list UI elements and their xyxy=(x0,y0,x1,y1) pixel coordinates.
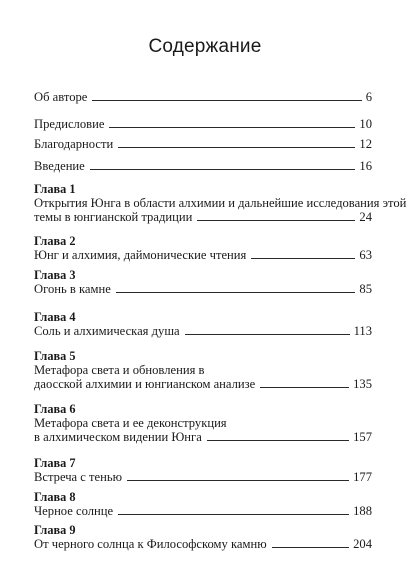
leader-line xyxy=(118,514,349,515)
page-number: 177 xyxy=(353,470,372,484)
entry-title: Об авторе xyxy=(34,90,88,104)
chapter-label: Глава 4 xyxy=(34,310,76,324)
toc-chapter-entry xyxy=(34,349,372,391)
leader-line xyxy=(251,258,355,259)
page-number: 12 xyxy=(359,137,372,151)
entry-title: От черного солнца к Философскому камню xyxy=(34,537,267,551)
leader-line xyxy=(197,220,355,221)
toc-chapter-entry xyxy=(34,268,372,296)
toc-chapter-entry xyxy=(34,523,372,551)
entry-title-line: Метафора света и ее деконструкция xyxy=(34,416,227,430)
leader-line xyxy=(260,387,349,388)
page-number: 24 xyxy=(359,210,372,224)
toc-chapter-entry xyxy=(34,402,372,444)
toc-chapter-entry xyxy=(34,490,372,518)
page-number: 204 xyxy=(353,537,372,551)
page-number: 16 xyxy=(359,159,372,173)
entry-title: в алхимическом видении Юнга xyxy=(34,430,202,444)
page-title: Содержание xyxy=(148,36,262,57)
toc-entry xyxy=(34,137,372,151)
leader-line xyxy=(207,440,349,441)
page-number: 10 xyxy=(359,117,372,131)
chapter-label: Глава 9 xyxy=(34,523,76,537)
entry-title: Благодарности xyxy=(34,137,114,151)
entry-row xyxy=(34,470,372,484)
chapter-label: Глава 6 xyxy=(34,402,76,416)
entry-row xyxy=(34,430,372,444)
entry-title: Юнг и алхимия, даймонические чтения xyxy=(34,248,247,262)
entry-row xyxy=(34,210,372,224)
leader-line xyxy=(118,147,355,148)
page-number: 113 xyxy=(353,324,372,338)
leader-line xyxy=(90,169,356,170)
entry-row xyxy=(34,248,372,262)
entry-row xyxy=(34,90,372,104)
entry-title: даосской алхимии и юнгианском анализе xyxy=(34,377,256,391)
leader-line xyxy=(116,292,356,293)
chapter-label: Глава 5 xyxy=(34,349,76,363)
entry-row xyxy=(34,282,372,296)
toc-entry xyxy=(34,90,372,104)
entry-title: темы в юнгианской традиции xyxy=(34,210,193,224)
entry-title: Черное солнце xyxy=(34,504,114,518)
entry-row xyxy=(34,377,372,391)
leader-line xyxy=(272,547,350,548)
entry-row xyxy=(34,117,372,131)
toc-entry xyxy=(34,159,372,173)
chapter-label: Глава 8 xyxy=(34,490,76,504)
entry-row xyxy=(34,137,372,151)
entry-title: Встреча с тенью xyxy=(34,470,123,484)
entry-title: Предисловие xyxy=(34,117,105,131)
chapter-label: Глава 2 xyxy=(34,234,76,248)
chapter-label: Глава 3 xyxy=(34,268,76,282)
leader-line xyxy=(185,334,350,335)
toc-chapter-entry xyxy=(34,456,372,484)
entry-title: Огонь в камне xyxy=(34,282,111,296)
toc-chapter-entry xyxy=(34,310,372,338)
chapter-label: Глава 7 xyxy=(34,456,76,470)
leader-line xyxy=(127,480,349,481)
leader-line xyxy=(109,127,355,128)
toc-chapter-entry xyxy=(34,182,407,224)
entry-title-line: Открытия Юнга в области алхимии и дальнейшие исследования этой xyxy=(34,196,407,210)
page-number: 157 xyxy=(353,430,372,444)
page-number: 6 xyxy=(365,90,372,104)
chapter-label: Глава 1 xyxy=(34,182,76,196)
toc-chapter-entry xyxy=(34,234,372,262)
leader-line xyxy=(92,100,361,101)
entry-title: Соль и алхимическая душа xyxy=(34,324,180,338)
toc-entry xyxy=(34,117,372,131)
page-number: 63 xyxy=(359,248,372,262)
entry-row xyxy=(34,504,372,518)
entry-row xyxy=(34,159,372,173)
entry-title: Введение xyxy=(34,159,85,173)
entry-row xyxy=(34,537,372,551)
entry-row xyxy=(34,324,372,338)
page-number: 135 xyxy=(353,377,372,391)
page-number: 188 xyxy=(353,504,372,518)
entry-title-line: Метафора света и обновления в xyxy=(34,363,205,377)
page-number: 85 xyxy=(359,282,372,296)
